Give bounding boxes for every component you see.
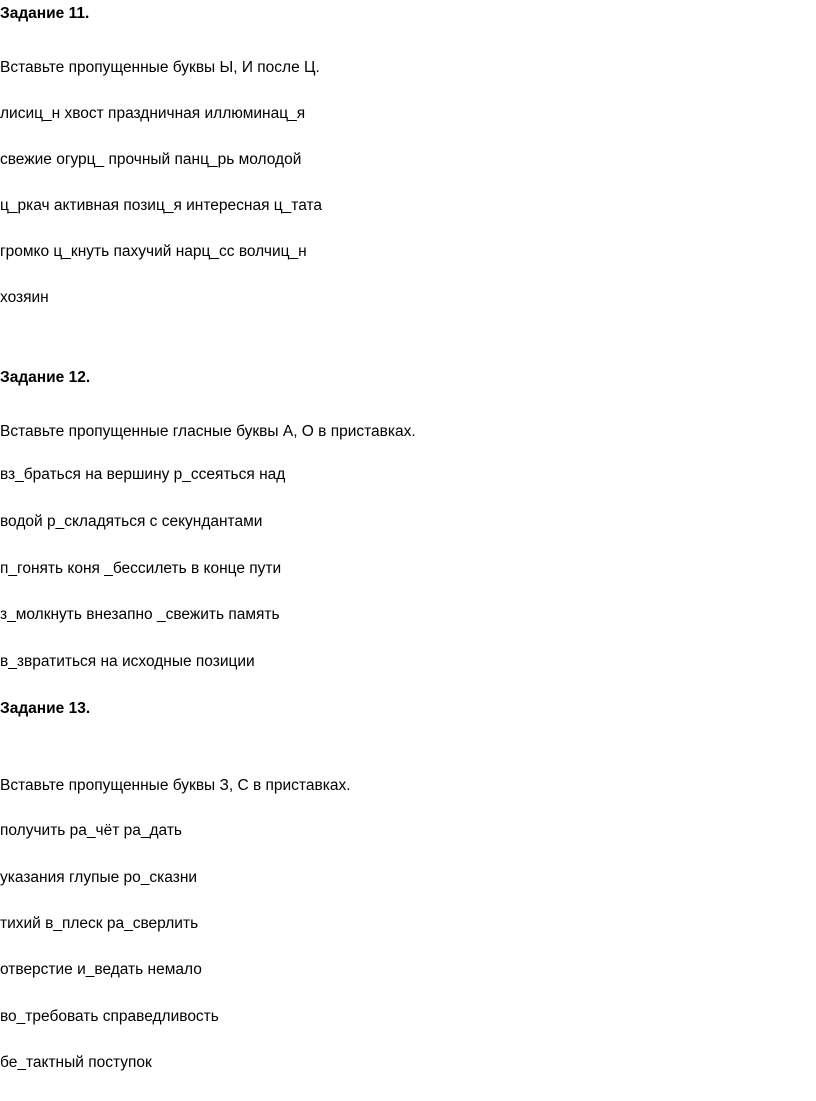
task-13-heading: Задание 13. <box>0 700 91 717</box>
task-11-line-2: свежие огурц_ прочный панц_рь молодой <box>0 151 302 168</box>
task-13-line-4: отверстие и_ведать немало <box>0 961 202 978</box>
task-13-line-5: во_требовать справедливость <box>0 1008 219 1025</box>
task-11-line-4: громко ц_кнуть пахучий нарц_сс волчиц_н <box>0 243 307 260</box>
task-13-line-3: тихий в_плеск ра_сверлить <box>0 915 199 932</box>
task-13-line-2: указания глупые ро_сказни <box>0 869 198 886</box>
task-11-line-3: ц_ркач активная позиц_я интересная ц_тата <box>0 197 323 214</box>
task-12-instruction: Вставьте пропущенные гласные буквы А, О в приставках. <box>0 423 416 440</box>
task-12-line-3: п_гонять коня _бессилеть в конце пути <box>0 560 282 577</box>
task-11-instruction: Вставьте пропущенные буквы Ы, И после Ц. <box>0 59 320 76</box>
task-12-heading: Задание 12. <box>0 369 91 386</box>
task-13-line-6: бе_тактный поступок <box>0 1054 152 1071</box>
task-12-line-4: з_молкнуть внезапно _свежить память <box>0 606 280 623</box>
task-13-line-1: получить ра_чёт ра_дать <box>0 822 183 839</box>
task-11-heading: Задание 11. <box>0 5 90 22</box>
task-13-instruction: Вставьте пропущенные буквы З, С в приставках. <box>0 777 351 794</box>
task-12-line-2: водой р_складяться с секундантами <box>0 513 263 530</box>
task-12-line-5: в_звратиться на исходные позиции <box>0 653 255 670</box>
task-11-line-1: лисиц_н хвост праздничная иллюминац_я <box>0 105 306 122</box>
task-12-line-1: вз_браться на вершину р_ссеяться над <box>0 466 286 483</box>
task-11-line-5: хозяин <box>0 289 49 306</box>
